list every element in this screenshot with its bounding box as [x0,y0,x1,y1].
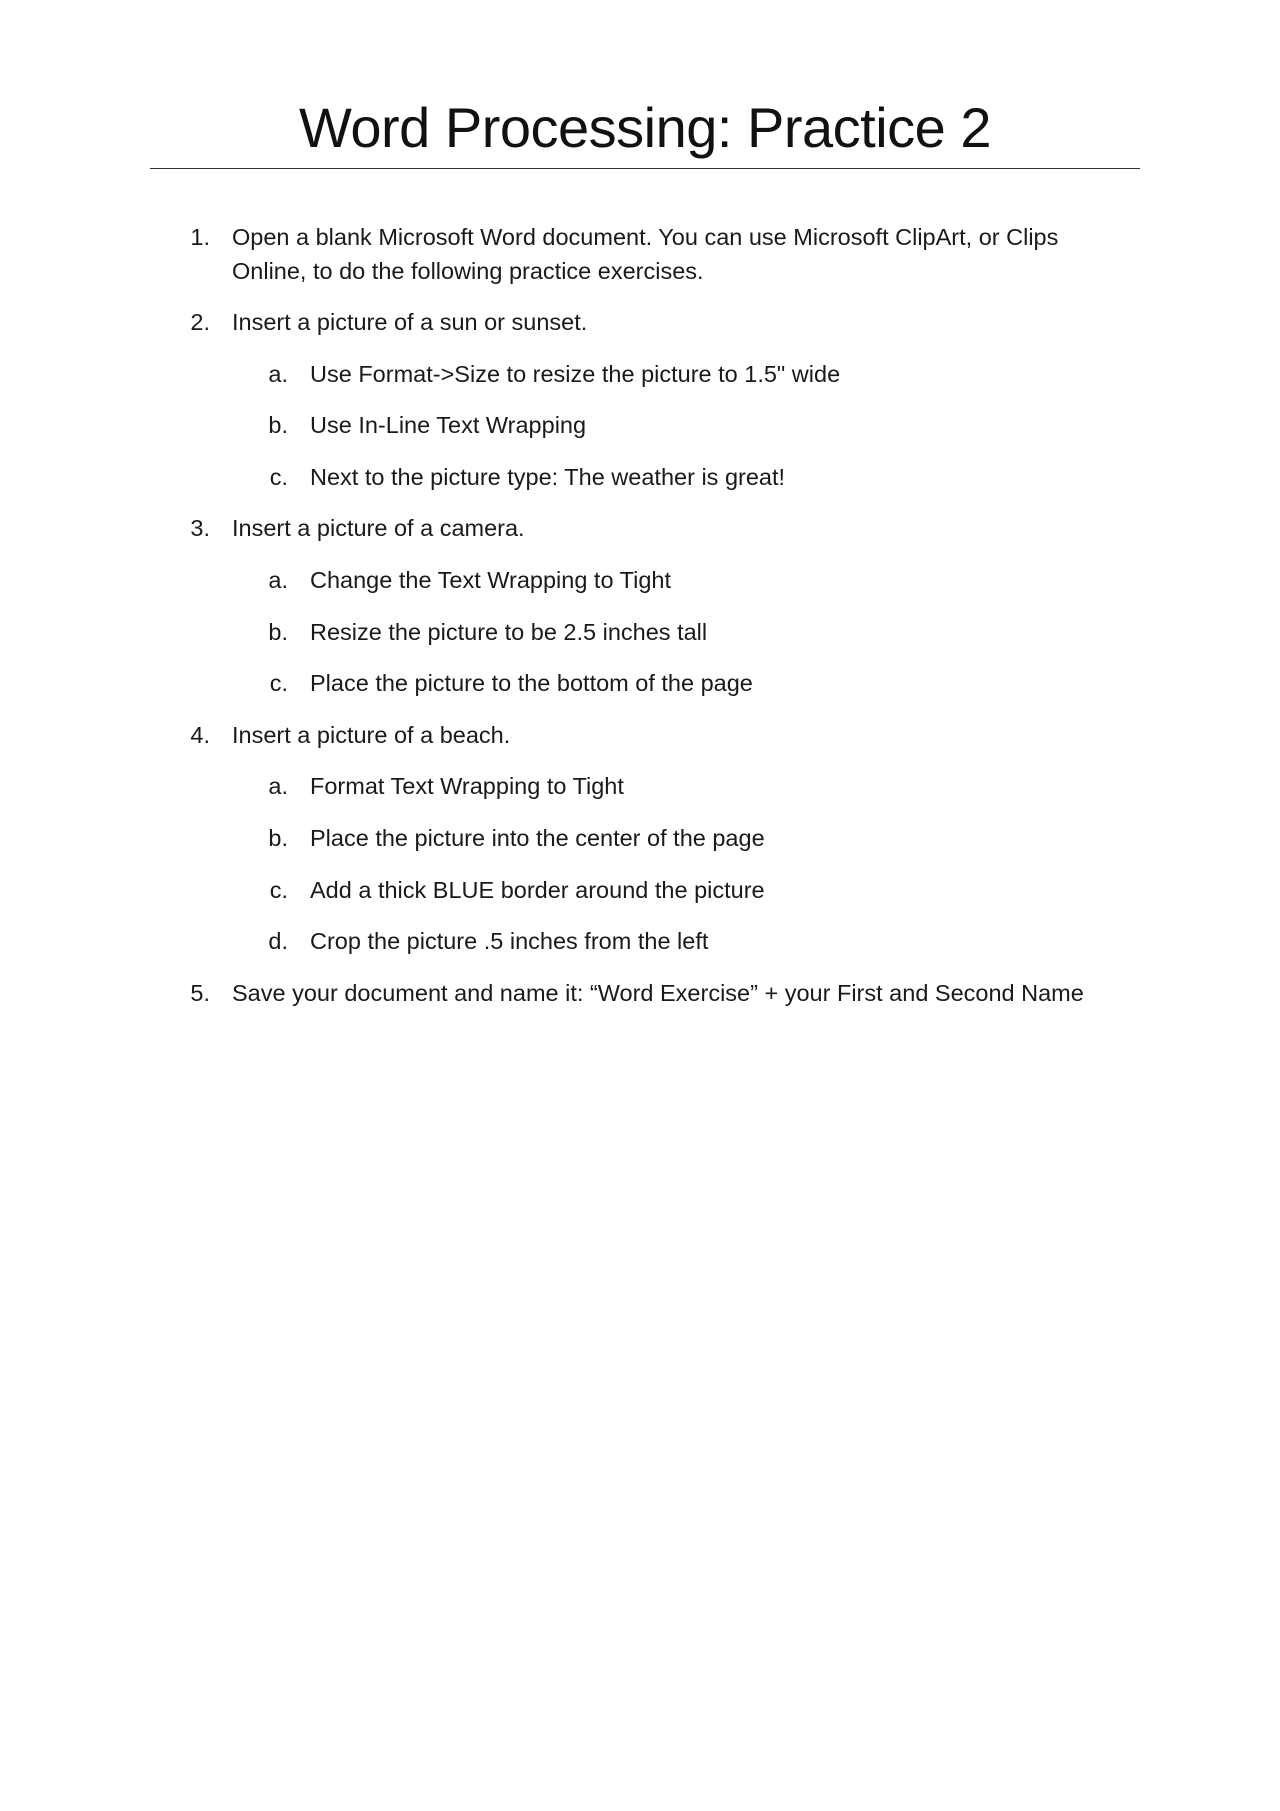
list-subitem-text: Place the picture to the bottom of the page [310,670,753,696]
list-subitem-text: Crop the picture .5 inches from the left [310,928,709,954]
list-number: 2. [190,309,210,335]
list-subitem-text: Use Format->Size to resize the picture to 1.5" wide [310,361,841,387]
list-letter: b. [268,619,288,645]
list-subitem-text: Change the Text Wrapping to Tight [310,567,672,593]
list-item-text: Insert a picture of a beach. [232,722,511,748]
list-number: 3. [190,515,210,541]
page-title: Word Processing: Practice 2 [299,96,991,159]
list-item-text: Insert a picture of a camera. [232,515,525,541]
list-item-text: Insert a picture of a sun or sunset. [232,309,588,335]
list-subitem-text: Use In-Line Text Wrapping [310,412,587,438]
list-letter: b. [268,412,288,438]
list-letter: a. [268,361,288,387]
list-subitem-text: Add a thick BLUE border around the picture [310,877,765,903]
list-number: 4. [190,722,210,748]
list-letter: a. [268,773,288,799]
list-item-text: Save your document and name it: “Word Exercise” + your First and Second Name [232,980,1084,1006]
list-letter: a. [268,567,288,593]
list-letter: b. [268,825,288,851]
list-letter: d. [268,928,288,954]
list-subitem-text: Format Text Wrapping to Tight [310,773,624,799]
list-item-text: Online, to do the following practice exercises. [232,258,704,284]
title-underline [150,168,1140,169]
list-letter: c. [269,877,288,903]
list-letter: c. [269,464,288,490]
list-letter: c. [269,670,288,696]
list-subitem-text: Place the picture into the center of the page [310,825,765,851]
list-subitem-text: Resize the picture to be 2.5 inches tall [310,619,708,645]
list-subitem-text: Next to the picture type: The weather is great! [310,464,786,490]
list-number: 1. [190,224,210,250]
list-number: 5. [190,980,210,1006]
list-item-text: Open a blank Microsoft Word document. You can use Microsoft ClipArt, or Clips [232,224,1059,250]
